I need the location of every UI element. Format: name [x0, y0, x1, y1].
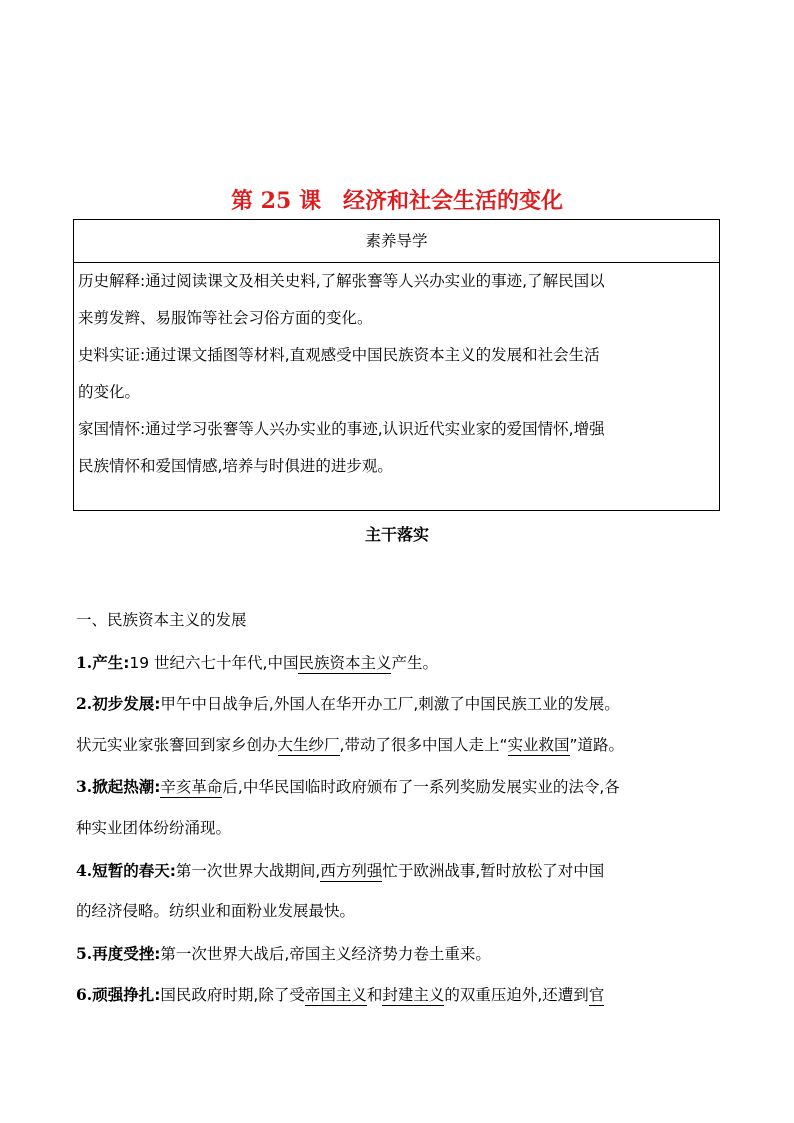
item-number: 2.: [76, 694, 93, 714]
underlined-term: 西方列强: [320, 861, 383, 880]
item-number: 4.: [76, 860, 93, 880]
item-upsurge: [76, 766, 726, 808]
item-text: 第一次世界大战后,帝国主义经济势力卷土重来。: [160, 944, 491, 963]
item-text: 甲午中日战争后,外国人在华开办工厂,刺激了中国民族工业的发展。: [160, 695, 620, 714]
underlined-term: 帝国主义: [304, 986, 367, 1005]
section-heading: 一、民族资本主义的发展: [76, 611, 247, 629]
guide-line: 历史解释:通过阅读课文及相关史料,了解张謇等人兴办实业的事迹,了解民国以: [78, 272, 605, 290]
item-setback: [76, 933, 726, 975]
item-text: 产生。: [391, 653, 438, 672]
item-label: 再度受挫:: [92, 944, 161, 963]
lesson-title: [0, 183, 794, 219]
guide-line: 史料实证:通过课文插图等材料,直观感受中国民族资本主义的发展和社会生活: [78, 346, 600, 364]
item-brief-spring: [76, 850, 726, 892]
main-content: [76, 600, 726, 1016]
item-initial-development: [76, 683, 726, 725]
item-text: 国民政府时期,除了受: [160, 986, 305, 1005]
item-text: 后,中华民国临时政府颁布了一系列奖励发展实业的法令,各: [222, 778, 620, 797]
item-text: 忙于欧洲战事,暂时放松了对中国: [382, 861, 605, 880]
item-text: ”道路。: [569, 735, 625, 754]
guide-line: 的变化。: [78, 383, 141, 401]
underlined-term: 辛亥革命: [160, 778, 223, 797]
item-origin: [76, 642, 726, 684]
lesson-topic: 经济和社会生活的变化: [342, 188, 563, 214]
item-text: 第一次世界大战期间,: [175, 861, 321, 880]
guide-line: 民族情怀和爱国情感,培养与时俱进的进步观。: [78, 457, 393, 475]
item-label: 初步发展:: [92, 695, 161, 714]
underlined-term: 大生纱厂: [277, 735, 340, 754]
lesson-number: 第 25 课: [231, 188, 321, 214]
main-points-heading: 主干落实: [364, 525, 429, 544]
underlined-term: 实业救国: [507, 735, 570, 754]
item-text: 19 世纪六七十年代,中国: [129, 653, 299, 672]
item-number: 6.: [76, 985, 93, 1005]
item-number: 1.: [76, 652, 93, 672]
item-brief-spring-cont: [76, 891, 726, 933]
item-upsurge-cont: [76, 808, 726, 850]
item-text: 状元实业家张謇回到家乡创办: [76, 735, 278, 754]
item-label: 短暂的春天:: [92, 861, 176, 880]
underlined-term: 官: [588, 986, 605, 1005]
item-text: 和: [366, 986, 383, 1005]
literacy-guide-heading: 素养导学: [74, 220, 719, 263]
item-label: 掀起热潮:: [92, 778, 161, 797]
item-text: 种实业团体纷纷涌现。: [76, 818, 232, 837]
literacy-guide-box: [73, 219, 720, 511]
underlined-term: 民族资本主义: [298, 653, 392, 672]
item-number: 3.: [76, 777, 93, 797]
item-label: 顽强挣扎:: [92, 986, 161, 1005]
item-initial-development-cont: [76, 725, 726, 767]
guide-line: 家国情怀:通过学习张謇等人兴办实业的事迹,认识近代实业家的爱国情怀,增强: [78, 420, 605, 438]
item-text: ,带动了很多中国人走上“: [339, 735, 508, 754]
item-text: 的双重压迫外,还遭到: [444, 986, 589, 1005]
item-number: 5.: [76, 943, 93, 963]
underlined-term: 封建主义: [382, 986, 445, 1005]
literacy-guide-body: [74, 263, 719, 485]
item-label: 产生:: [92, 653, 130, 672]
item-struggle: [76, 974, 726, 1016]
guide-line: 来剪发辫、易服饰等社会习俗方面的变化。: [78, 309, 373, 327]
item-text: 的经济侵略。纺织业和面粉业发展最快。: [76, 902, 356, 921]
